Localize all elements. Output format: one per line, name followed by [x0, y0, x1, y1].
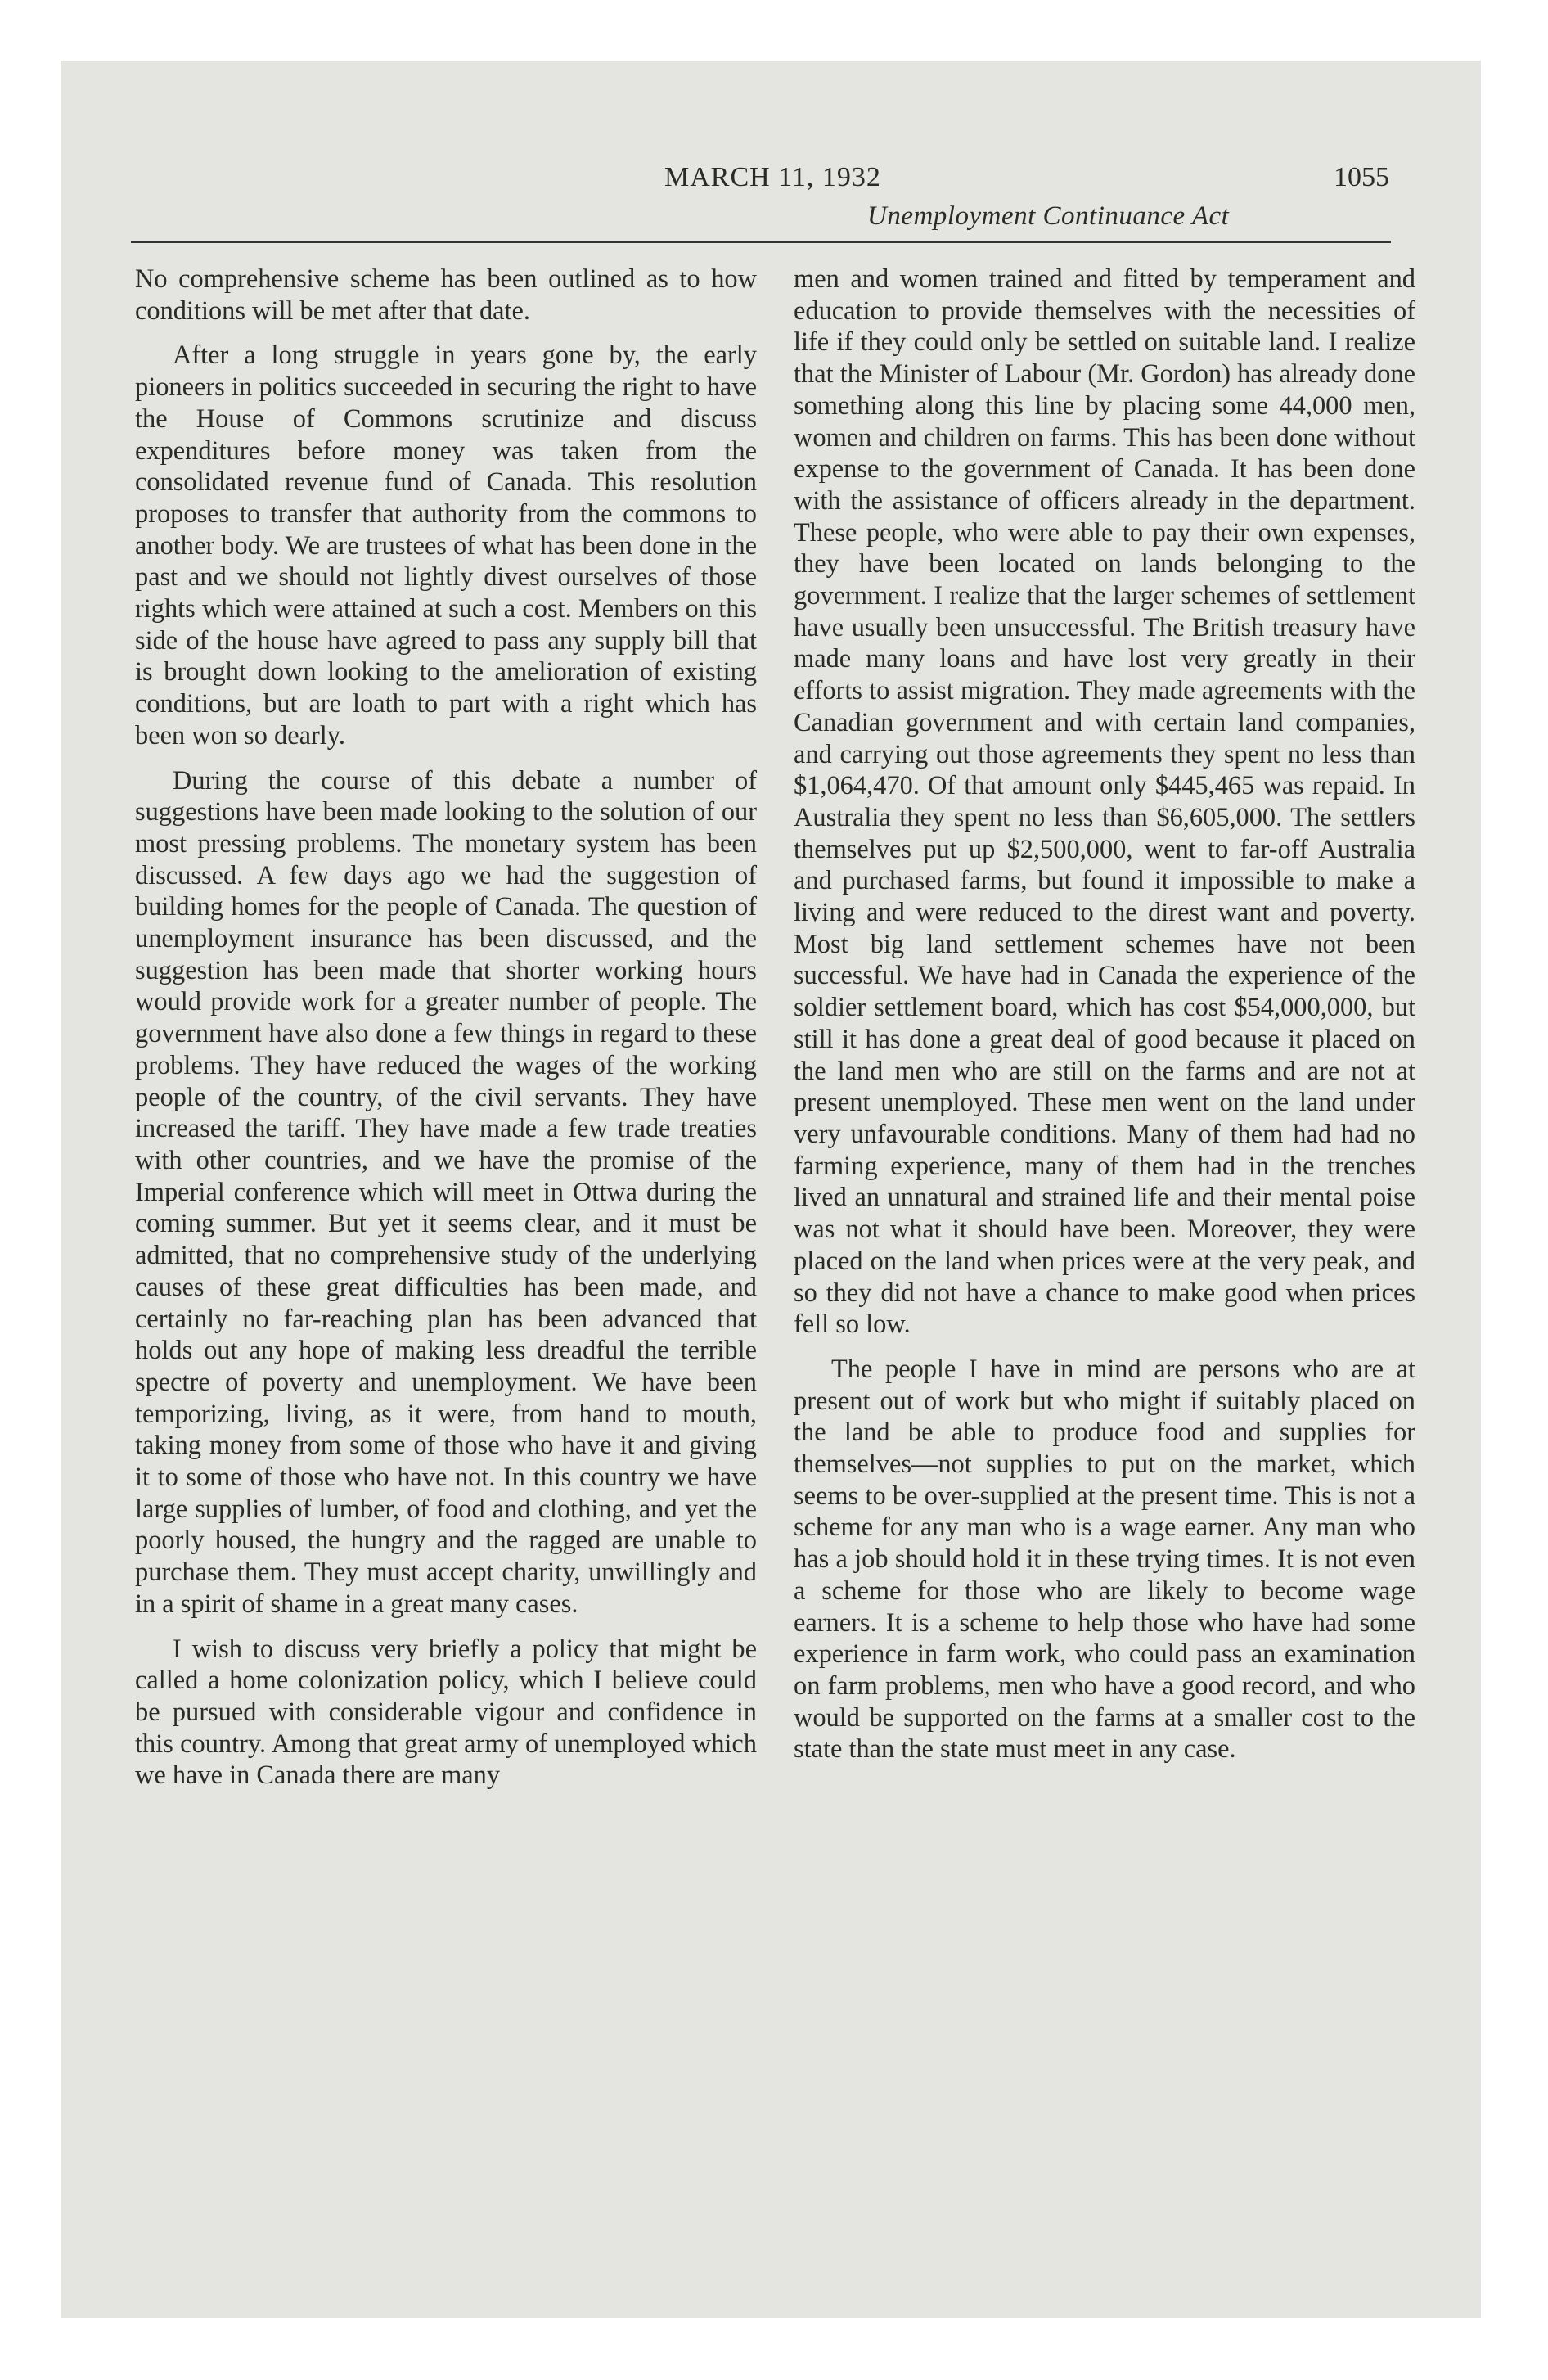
paragraph: During the course of this debate a number of suggestions have been made looking to the solution of our most pressing problems. The monetary system has been discussed. A few days ago we had the suggestion of building homes for the people of Canada. The question of unemployment insurance has been discussed, and the suggestion has been made that shorter working hours would provide work for a greater number of people. The government have also done a few things in regard to these problems. They have reduced the wages of the working people of the country, of the civil servants. They have increased the tariff. They have made a few trade treaties with other countries, and we have the promise of the Imperial conference which will meet in Ottwa during the coming summer. But yet it seems clear, and it must be admitted, that no comprehensive study of the underlying causes of these great difficulties has been made, and certainly no far-reaching plan has been advanced that holds out any hope of making less dreadful the terrible spectre of poverty and unemployment. We have been temporizing, living, as it were, from hand to mouth, taking money from some of those who have it and giving it to some of those who have not. In this country we have large supplies of lumber, of food and clothing, and yet the poorly housed, the hungry and the ragged are unable to purchase them. They must accept charity, unwillingly and in a spirit of shame in a great many cases.	[135, 765, 757, 1619]
header-rule	[131, 241, 1391, 243]
running-title: Unemployment Continuance Act	[867, 201, 1230, 231]
paragraph: No comprehensive scheme has been outlined as to how conditions will be met after that date.	[135, 264, 757, 326]
page-header	[131, 156, 1391, 241]
page-number: 1055	[1334, 162, 1389, 192]
right-column	[794, 264, 1415, 1765]
paragraph: men and women trained and fitted by temperament and education to provide themselves with the necessities of life if they could only be settled on suitable land. I realize that the Minister of Labour (Mr. Gordon) has already done something along this line by placing some 44,000 men, women and children on farms. This has been done without expense to the government of Canada. It has been done with the assistance of officers already in the department. These people, who were able to pay their own expenses, they have been located on lands belonging to the government. I realize that the larger schemes of settlement have usually been unsuccessful. The British treasury have made many loans and have lost very greatly in their efforts to assist migration. They made agreements with the Canadian government and with certain land companies, and carrying out those agreements they spent no less than $1,064,470. Of that amount only $445,465 was repaid. In Australia they spent no less than $6,605,000. The settlers themselves put up $2,500,000, went to far-off Australia and purchased farms, but found it impossible to make a living and were reduced to the direst want and poverty. Most big land settlement schemes have not been successful. We have had in Canada the experience of the soldier settlement board, which has cost $54,000,000, but still it has done a great deal of good because it placed on the land men who are still on the farms and are not at present unemployed. These men went on the land under very unfavourable conditions. Many of them had had no farming experience, many of them had in the trenches lived an unnatural and strained life and their mental poise was not what it should have been. Moreover, they were placed on the land when prices were at the very peak, and so they did not have a chance to make good when prices fell so low.	[794, 264, 1415, 1340]
header-date: MARCH 11, 1932	[664, 162, 881, 192]
paragraph: After a long struggle in years gone by, the early pioneers in politics succeeded in securing the right to have the House of Commons scrutinize and discuss expenditures before money was taken from the consolidated revenue fund of Canada. This resolution proposes to transfer that authority from the commons to another body. We are trustees of what has been done in the past and we should not lightly divest ourselves of those rights which were attained at such a cost. Members on this side of the house have agreed to pass any supply bill that is brought down looking to the amelioration of existing conditions, but are loath to part with a right which has been won so dearly.	[135, 340, 757, 751]
paragraph: The people I have in mind are persons who are at present out of work but who might if suitably placed on the land be able to produce food and supplies for themselves—not supplies to put on the market, which seems to be over-supplied at the present time. This is not a scheme for any man who is a wage earner. Any man who has a job should hold it in these trying times. It is not even a scheme for those who are likely to become wage earners. It is a scheme to help those who have had some experience in farm work, who could pass an examination on farm problems, men who have a good record, and who would be supported on the farms at a smaller cost to the state than the state must meet in any case.	[794, 1354, 1415, 1765]
paragraph: I wish to discuss very briefly a policy that might be called a home colonization policy, which I believe could be pursued with considerable vigour and confidence in this country. Among that great army of unemployed which we have in Canada there are many	[135, 1634, 757, 1791]
left-column	[135, 264, 757, 1792]
